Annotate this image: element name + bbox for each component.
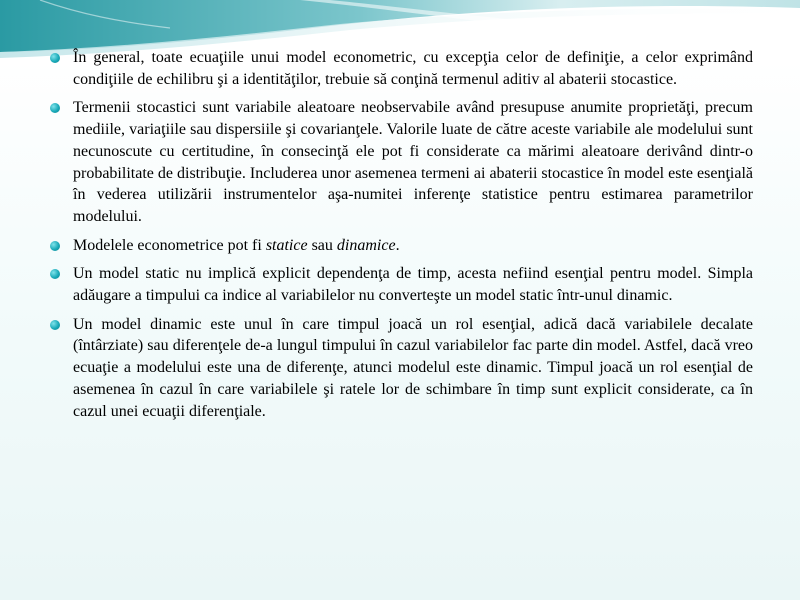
bullet-text: Un model dinamic este unul în care timpul joacă un rol esenţial, adică dacă variabilele decalate (întârziate) sau diferenţele de-a lungul timpului în cazul variabilelor fac parte din model. Astfel, dacă vreo ecuaţie a modelului este una de diferenţe, atunci modelul este dinamic. Timpul joacă un rol esenţial de asemenea în cazul în care variabilele şi ratele lor de schimbare în timp sunt explicit considerate, ca în cazul unei ecuaţii diferenţiale. (73, 315, 753, 420)
bullet-text-part: sau (307, 236, 337, 254)
teal-dot-bullet-icon (50, 241, 60, 251)
bullet-text: Un model static nu implică explicit dependenţa de timp, acesta nefiind esenţial pentru model. Simpla adăugare a timpului ca indice al variabilelor nu converteşte un model static într-unul dinamic. (73, 265, 753, 305)
bullet-item (50, 97, 753, 227)
teal-dot-bullet-icon (50, 320, 60, 330)
bullet-text-part: . (395, 236, 400, 254)
bullet-text: Termenii stocastici sunt variabile aleatoare neobservabile având presupuse anumite proprietăţi, precum mediile, variaţiile sau dispersiile şi covarianţele. Valorile luate de către aceste variabile ale modelului sunt necunoscute cu certitudine, în consecinţă ele pot fi considerate ca mărimi aleatoare derivând dintr-o probabilitate de distribuţie. Includerea unor asemenea termeni ai abaterii stocastice în model este esenţială în vederea utilizării instrumentelor aşa-numitei inferenţe statistice pentru estimarea parametrilor modelului. (73, 99, 753, 225)
bullet-text: În general, toate ecuaţiile unui model econometric, cu excepţia celor de definiţie, a celor exprimând condiţiile de echilibru şi a identităţilor, trebuie să conţină termenul aditiv al abaterii stocastice. (73, 49, 753, 88)
teal-dot-bullet-icon (50, 269, 60, 279)
italic-term-dynamic: dinamice (336, 236, 396, 254)
bullet-list (50, 47, 753, 429)
bullet-item (50, 263, 753, 306)
teal-dot-bullet-icon (50, 53, 60, 63)
teal-dot-bullet-icon (50, 103, 60, 113)
bullet-item (50, 235, 753, 257)
bullet-item (50, 314, 753, 423)
bullet-text-part: Modelele econometrice pot fi (73, 236, 266, 254)
italic-term-static: statice (265, 236, 308, 254)
bullet-item (50, 47, 753, 90)
bullet-text (73, 237, 400, 254)
